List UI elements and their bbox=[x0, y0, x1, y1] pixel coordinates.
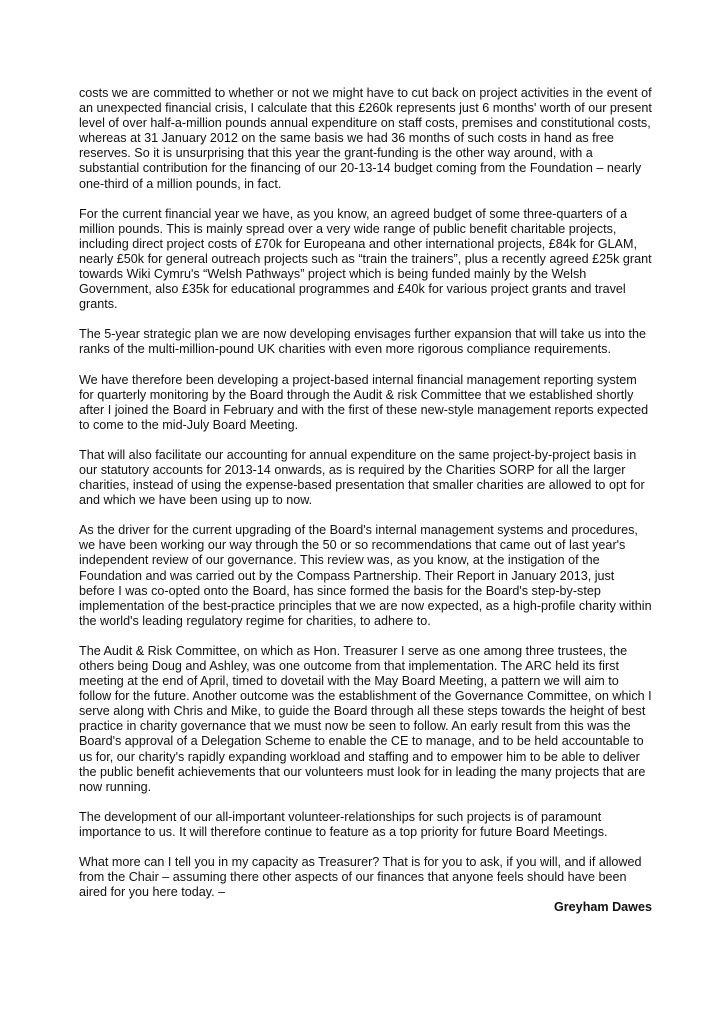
paragraph-closing: What more can I tell you in my capacity as Treasurer? That is for you to ask, if you will, and if allowed from the Chair – assuming there other aspects of our finances that anyone feels should have been aired for you here today. – bbox=[79, 855, 642, 900]
paragraph-statutory-accounts: That will also facilitate our accounting for annual expenditure on the same project-by-project basis in our statutory accounts for 2013-14 onwards, as is required by the Charities SORP for all the larger charities, instead of using the expense-based presentation that smaller charities are allowed to opt for and which we have been using up to now. bbox=[79, 447, 645, 508]
paragraph-strategic-plan: The 5-year strategic plan we are now developing envisages further expansion that will take us into the ranks of the multi-million-pound UK charities with even more rigorous compliance requirements. bbox=[79, 327, 647, 357]
paragraph-governance-review: As the driver for the current upgrading of the Board's internal management systems and procedures, we have been working our way through the 50 or so recommendations that came out of last year's independent review of our governance. This review was, as you know, at the instigation of the Foundation and was carried out by the Compass Partnership. Their Report in January 2013, just before I was co-opted onto the Board, has since formed the basis for the Board's step-by-step implementation of the best-practice principles that we are now expected, as a high-profile charity within the world's leading regulatory regime for charities, to adhere to. bbox=[79, 523, 652, 628]
paragraph-committees: The Audit & Risk Committee, on which as Hon. Treasurer I serve as one among three trustees, the others being Doug and Ashley, was one outcome from that implementation. The ARC held its first meeting at the end of April, timed to dovetail with the May Board Meeting, a pattern we will aim to follow for the future. Another outcome was the establishment of the Governance Committee, on which I serve along with Chris and Mike, to guide the Board through all these steps towards the height of best practice in charity governance that we must now be seen to follow. An early result from this was the Board's approval of a Delegation Scheme to enable the CE to manage, and to be held accountable to us for, our charity's rapidly expanding workload and staffing and to empower him to be able to deliver the public benefit achievements that our volunteers must look for in leading the many projects that are now running. bbox=[79, 643, 652, 794]
paragraph-current-budget: For the current financial year we have, as you know, an agreed budget of some three-quarters of a million pounds. This is mainly spread over a very wide range of public benefit charitable projects, including direct project costs of £70k for Europeana and other international projects, £84k for GLAM, nearly £50k for general outreach projects such as “train the trainers”, plus a recently agreed £25k grant towards Wiki Cymru's “Welsh Pathways” project which is being funded mainly by the Welsh Government, also £35k for educational programmes and £40k for various project grants and travel grants. bbox=[79, 206, 652, 312]
paragraph-reserves: costs we are committed to whether or not we might have to cut back on project activities in the event of an unexpected financial crisis, I calculate that this £260k represents just 6 months' worth of our present level of over half-a-million pounds annual expenditure on staff costs, premises and constitutional costs, whereas at 31 January 2012 on the same basis we had 36 months of such costs in hand as free reserves. So it is unsurprising that this year the grant-funding is the other way around, with a substantial contribution for the financing of our 20-13-14 budget coming from the Foundation – nearly one-third of a million pounds, in fact. bbox=[79, 86, 652, 191]
paragraph-reporting-system: We have therefore been developing a project-based internal financial management reporting system for quarterly monitoring by the Board through the Audit & risk Committee that we established shortly after I joined the Board in February and with the first of these new-style management reports expected to come to the mid-July Board Meeting. bbox=[79, 372, 649, 432]
document-page bbox=[79, 86, 652, 915]
paragraph-volunteer-relationships: The development of our all-important volunteer-relationships for such projects is of paramount importance to us. It will therefore continue to feature as a top priority for future Board Meetings. bbox=[79, 809, 608, 839]
signature: Greyham Dawes bbox=[553, 900, 652, 915]
